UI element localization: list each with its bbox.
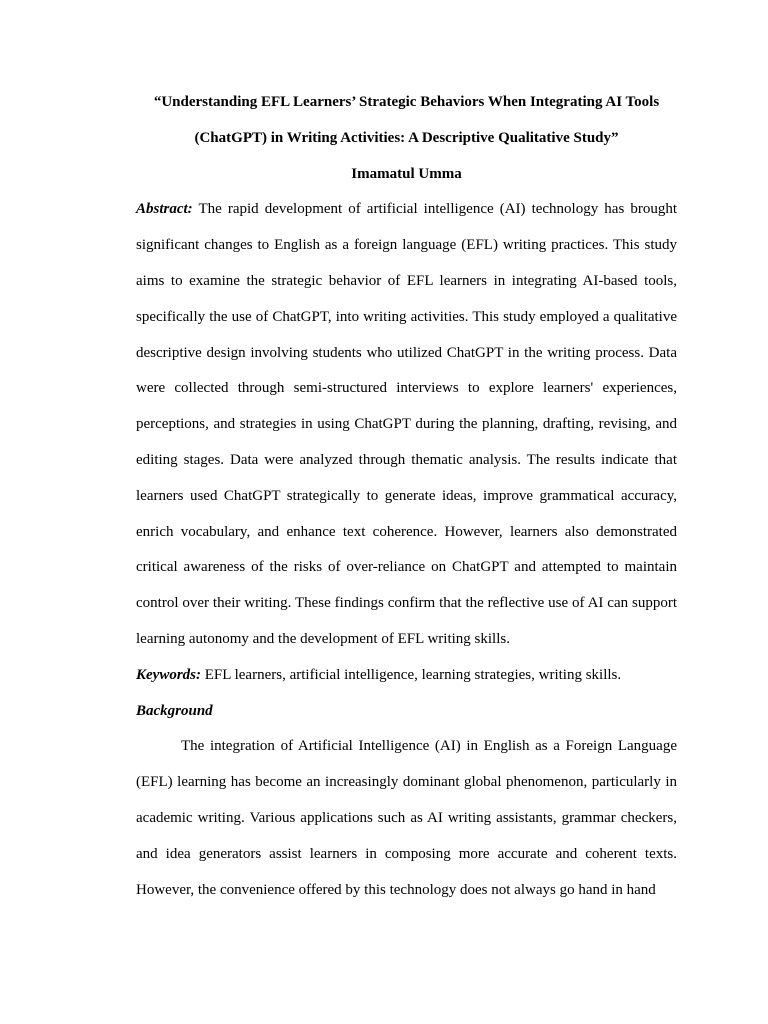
paper-page (136, 85, 677, 908)
abstract-label: Abstract: (136, 201, 193, 218)
paper-title-line-2: (ChatGPT) in Writing Activities: A Descriptive Qualitative Study” (194, 129, 619, 146)
background-paragraph: The integration of Artificial Intelligence (AI) in English as a Foreign Language (EFL) learning has become an increasingly dominant global phenomenon, particularly in academic writing. Various applications such as AI writing assistants, grammar checkers, and idea generators assist learners in composing more accurate and coherent texts. However, the convenience offered by this technology does not always go hand in hand (136, 738, 677, 898)
abstract-text: The rapid development of artificial intelligence (AI) technology has brought significant changes to English as a foreign language (EFL) writing practices. This study aims to examine the strategic behavior of EFL learners in integrating AI-based tools, specifically the use of ChatGPT, into writing activities. This study employed a qualitative descriptive design involving students who utilized ChatGPT in the writing process. Data were collected through semi-structured interviews to explore learners' experiences, perceptions, and strategies in using ChatGPT during the planning, drafting, revising, and editing stages. Data were analyzed through thematic analysis. The results indicate that learners used ChatGPT strategically to generate ideas, improve grammatical accuracy, enrich vocabulary, and enhance text coherence. However, learners also demonstrated critical awareness of the risks of over-reliance on ChatGPT and attempted to maintain control over their writing. These findings confirm that the reflective use of AI can support learning autonomy and the development of EFL writing skills. (136, 201, 677, 647)
paper-title-line-1: “Understanding EFL Learners’ Strategic Behaviors When Integrating AI Tools (153, 94, 660, 110)
abstract-paragraph (136, 192, 677, 657)
background-heading: Background (136, 702, 213, 719)
keywords-paragraph (136, 658, 677, 694)
author-name: Imamatul Umma (351, 165, 462, 182)
keywords-label: Keywords: (136, 666, 201, 683)
keywords-text: EFL learners, artificial intelligence, learning strategies, writing skills. (204, 666, 622, 683)
